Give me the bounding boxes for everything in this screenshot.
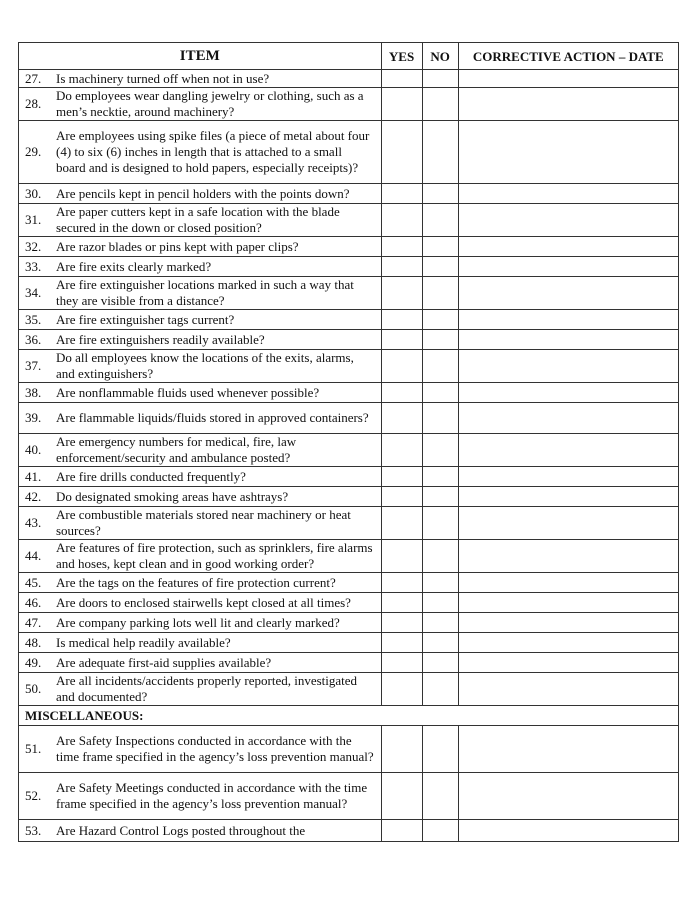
corrective-action-cell[interactable] — [458, 613, 678, 633]
item-number: 44. — [25, 548, 42, 563]
no-cell[interactable] — [422, 184, 458, 204]
table-row — [19, 633, 679, 653]
item-number: 41. — [25, 468, 42, 484]
table-row — [19, 434, 679, 467]
yes-cell[interactable] — [381, 573, 422, 593]
item-question: Is machinery turned off when not in use? — [56, 70, 270, 86]
item-question: Are features of fire protection, such as sprinklers, fire alarms and hoses, kept clean and in good working order? — [56, 540, 373, 571]
table-row — [19, 487, 679, 507]
no-cell[interactable] — [422, 820, 458, 842]
item-question: Are all incidents/accidents properly reported, investigated and documented? — [56, 673, 358, 704]
item-cell — [19, 70, 382, 88]
corrective-action-cell[interactable] — [458, 257, 678, 277]
table-row — [19, 726, 679, 773]
yes-cell[interactable] — [381, 257, 422, 277]
corrective-action-cell[interactable] — [458, 820, 678, 842]
yes-cell[interactable] — [381, 350, 422, 383]
item-question: Are adequate first-aid supplies available? — [56, 654, 272, 670]
table-row — [19, 204, 679, 237]
item-number: 33. — [25, 258, 42, 274]
no-cell[interactable] — [422, 613, 458, 633]
no-cell[interactable] — [422, 88, 458, 121]
item-cell — [19, 184, 382, 204]
yes-cell[interactable] — [381, 820, 422, 842]
corrective-action-cell[interactable] — [458, 573, 678, 593]
item-number: 45. — [25, 574, 42, 590]
corrective-action-cell[interactable] — [458, 237, 678, 257]
item-number: 47. — [25, 614, 42, 630]
corrective-action-cell[interactable] — [458, 467, 678, 487]
item-question: Are fire extinguisher tags current? — [56, 311, 235, 327]
yes-cell[interactable] — [381, 237, 422, 257]
checklist-body — [19, 70, 679, 842]
item-question: Do employees wear dangling jewelry or clothing, such as a men’s necktie, around machinery? — [56, 88, 364, 119]
corrective-action-cell[interactable] — [458, 330, 678, 350]
yes-cell[interactable] — [381, 507, 422, 540]
item-cell — [19, 726, 382, 773]
yes-cell[interactable] — [381, 330, 422, 350]
corrective-action-cell[interactable] — [458, 88, 678, 121]
no-cell[interactable] — [422, 773, 458, 820]
item-cell — [19, 507, 382, 540]
yes-cell[interactable] — [381, 310, 422, 330]
item-question: Are razor blades or pins kept with paper clips? — [56, 238, 299, 254]
item-cell — [19, 773, 382, 820]
corrective-action-cell[interactable] — [458, 310, 678, 330]
yes-cell[interactable] — [381, 653, 422, 673]
item-cell — [19, 653, 382, 673]
yes-cell[interactable] — [381, 726, 422, 773]
no-cell[interactable] — [422, 383, 458, 403]
table-row — [19, 383, 679, 403]
table-row — [19, 673, 679, 706]
item-number: 38. — [25, 384, 42, 400]
corrective-action-cell[interactable] — [458, 726, 678, 773]
item-cell — [19, 467, 382, 487]
corrective-action-cell[interactable] — [458, 773, 678, 820]
table-row — [19, 277, 679, 310]
item-question: Are Safety Inspections conducted in accordance with the time frame specified in the agency’s loss prevention manual? — [56, 733, 374, 764]
item-cell — [19, 573, 382, 593]
table-row — [19, 467, 679, 487]
header-no: NO — [422, 43, 458, 70]
yes-cell[interactable] — [381, 593, 422, 613]
no-cell[interactable] — [422, 204, 458, 237]
no-cell[interactable] — [422, 467, 458, 487]
table-row — [19, 350, 679, 383]
table-row — [19, 257, 679, 277]
corrective-action-cell[interactable] — [458, 70, 678, 88]
no-cell[interactable] — [422, 726, 458, 773]
item-question: Are company parking lots well lit and clearly marked? — [56, 614, 340, 630]
item-cell — [19, 820, 382, 842]
header-corrective-action: CORRECTIVE ACTION – DATE — [458, 43, 678, 70]
item-question: Are fire extinguisher locations marked in such a way that they are visible from a distance? — [56, 277, 354, 308]
item-question: Are fire extinguishers readily available? — [56, 331, 265, 347]
yes-cell[interactable] — [381, 467, 422, 487]
item-question: Are combustible materials stored near machinery or heat sources? — [56, 507, 351, 538]
item-question: Are Hazard Control Logs posted throughout the — [56, 822, 306, 838]
table-row — [19, 310, 679, 330]
item-question: Are doors to enclosed stairwells kept closed at all times? — [56, 594, 351, 610]
item-cell — [19, 403, 382, 434]
corrective-action-cell[interactable] — [458, 204, 678, 237]
checklist-table — [18, 42, 679, 842]
no-cell[interactable] — [422, 540, 458, 573]
corrective-action-cell[interactable] — [458, 487, 678, 507]
no-cell[interactable] — [422, 653, 458, 673]
item-cell — [19, 487, 382, 507]
corrective-action-cell[interactable] — [458, 383, 678, 403]
item-cell — [19, 434, 382, 467]
yes-cell[interactable] — [381, 540, 422, 573]
item-number: 32. — [25, 238, 42, 254]
corrective-action-cell[interactable] — [458, 653, 678, 673]
item-cell — [19, 633, 382, 653]
item-number: 39. — [25, 410, 42, 425]
section-row — [19, 706, 679, 726]
table-row — [19, 88, 679, 121]
no-cell[interactable] — [422, 633, 458, 653]
no-cell[interactable] — [422, 673, 458, 706]
table-row — [19, 121, 679, 184]
item-number: 48. — [25, 634, 42, 650]
item-question: Are emergency numbers for medical, fire, law enforcement/security and ambulance posted? — [56, 434, 297, 465]
item-number: 53. — [25, 822, 42, 838]
item-cell — [19, 88, 382, 121]
item-cell — [19, 383, 382, 403]
no-cell[interactable] — [422, 507, 458, 540]
corrective-action-cell[interactable] — [458, 507, 678, 540]
table-row — [19, 237, 679, 257]
item-number: 51. — [25, 741, 42, 756]
item-question: Are nonflammable fluids used whenever possible? — [56, 384, 320, 400]
table-row — [19, 403, 679, 434]
item-number: 29. — [25, 144, 42, 159]
item-number: 28. — [25, 96, 42, 111]
item-number: 50. — [25, 681, 42, 696]
table-row — [19, 573, 679, 593]
item-number: 27. — [25, 70, 42, 86]
corrective-action-cell[interactable] — [458, 434, 678, 467]
corrective-action-cell[interactable] — [458, 593, 678, 613]
corrective-action-cell[interactable] — [458, 350, 678, 383]
item-question: Do all employees know the locations of the exits, alarms, and extinguishers? — [56, 350, 354, 381]
yes-cell[interactable] — [381, 383, 422, 403]
table-row — [19, 653, 679, 673]
item-question: Are the tags on the features of fire protection current? — [56, 574, 336, 590]
item-number: 49. — [25, 654, 42, 670]
table-row — [19, 70, 679, 88]
item-number: 40. — [25, 442, 42, 457]
item-cell — [19, 593, 382, 613]
no-cell[interactable] — [422, 310, 458, 330]
yes-cell[interactable] — [381, 487, 422, 507]
yes-cell[interactable] — [381, 88, 422, 121]
item-question: Are paper cutters kept in a safe location with the blade secured in the down or closed position? — [56, 204, 340, 235]
item-cell — [19, 350, 382, 383]
yes-cell[interactable] — [381, 277, 422, 310]
table-row — [19, 593, 679, 613]
item-number: 35. — [25, 311, 42, 327]
item-number: 36. — [25, 331, 42, 347]
yes-cell[interactable] — [381, 613, 422, 633]
corrective-action-cell[interactable] — [458, 121, 678, 184]
item-number: 52. — [25, 788, 42, 803]
yes-cell[interactable] — [381, 633, 422, 653]
yes-cell[interactable] — [381, 184, 422, 204]
item-number: 31. — [25, 212, 42, 227]
table-row — [19, 820, 679, 842]
no-cell[interactable] — [422, 70, 458, 88]
item-cell — [19, 277, 382, 310]
section-title: MISCELLANEOUS: — [19, 706, 679, 726]
yes-cell[interactable] — [381, 121, 422, 184]
no-cell[interactable] — [422, 257, 458, 277]
item-cell — [19, 330, 382, 350]
corrective-action-cell[interactable] — [458, 184, 678, 204]
yes-cell[interactable] — [381, 70, 422, 88]
item-question: Is medical help readily available? — [56, 634, 231, 650]
corrective-action-cell[interactable] — [458, 633, 678, 653]
table-row — [19, 613, 679, 633]
item-question: Are fire drills conducted frequently? — [56, 468, 246, 484]
no-cell[interactable] — [422, 277, 458, 310]
item-cell — [19, 237, 382, 257]
item-question: Are flammable liquids/fluids stored in approved containers? — [56, 410, 369, 425]
item-question: Are fire exits clearly marked? — [56, 258, 212, 274]
item-cell — [19, 257, 382, 277]
yes-cell[interactable] — [381, 403, 422, 434]
no-cell[interactable] — [422, 121, 458, 184]
table-row — [19, 330, 679, 350]
yes-cell[interactable] — [381, 204, 422, 237]
item-number: 30. — [25, 185, 42, 201]
item-number: 46. — [25, 594, 42, 610]
item-cell — [19, 613, 382, 633]
table-row — [19, 507, 679, 540]
no-cell[interactable] — [422, 237, 458, 257]
header-row — [19, 43, 679, 70]
item-cell — [19, 121, 382, 184]
item-number: 43. — [25, 515, 42, 530]
no-cell[interactable] — [422, 350, 458, 383]
item-question: Are employees using spike files (a piece of metal about four (4) to six (6) inches in length that is attached to a small board and is designed to hold papers, especially receipts)? — [56, 128, 370, 175]
yes-cell[interactable] — [381, 673, 422, 706]
corrective-action-cell[interactable] — [458, 277, 678, 310]
yes-cell[interactable] — [381, 434, 422, 467]
header-yes: YES — [381, 43, 422, 70]
table-row — [19, 184, 679, 204]
item-number: 42. — [25, 488, 42, 504]
yes-cell[interactable] — [381, 773, 422, 820]
item-question: Are pencils kept in pencil holders with the points down? — [56, 185, 350, 201]
item-cell — [19, 204, 382, 237]
item-number: 34. — [25, 285, 42, 300]
item-number: 37. — [25, 358, 42, 373]
item-question: Are Safety Meetings conducted in accordance with the time frame specified in the agency’s loss prevention manual? — [56, 780, 368, 811]
item-question: Do designated smoking areas have ashtrays? — [56, 488, 289, 504]
table-row — [19, 773, 679, 820]
no-cell[interactable] — [422, 573, 458, 593]
item-cell — [19, 310, 382, 330]
corrective-action-cell[interactable] — [458, 673, 678, 706]
no-cell[interactable] — [422, 487, 458, 507]
table-row — [19, 540, 679, 573]
no-cell[interactable] — [422, 330, 458, 350]
corrective-action-cell[interactable] — [458, 403, 678, 434]
no-cell[interactable] — [422, 434, 458, 467]
header-item: ITEM — [19, 43, 382, 70]
item-cell — [19, 673, 382, 706]
no-cell[interactable] — [422, 593, 458, 613]
corrective-action-cell[interactable] — [458, 540, 678, 573]
item-cell — [19, 540, 382, 573]
no-cell[interactable] — [422, 403, 458, 434]
